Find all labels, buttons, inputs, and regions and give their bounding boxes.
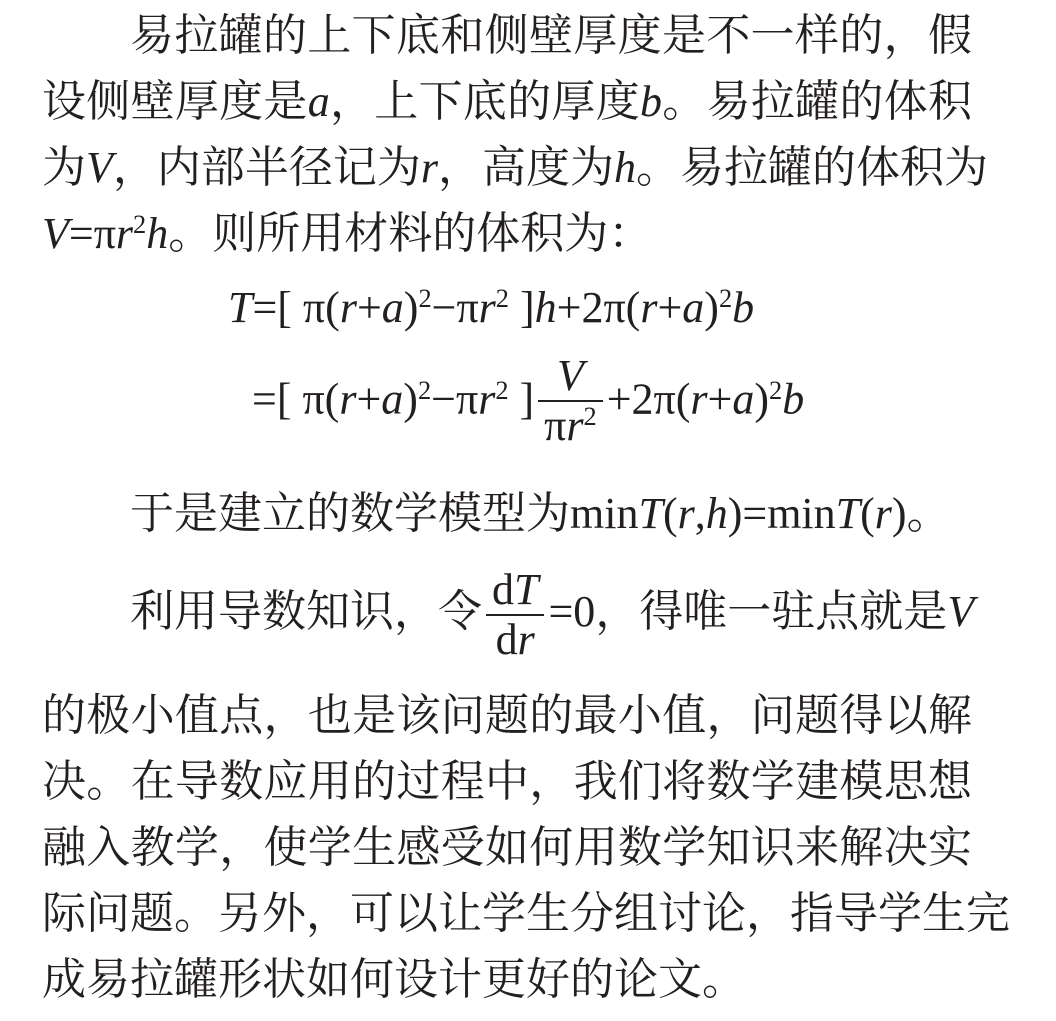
text: 融入教学，使学生感受如何用数学知识来解决实 <box>42 822 972 873</box>
text: 的极小值点，也是该问题的最小值，问题得以解 <box>42 690 972 741</box>
var-r: r <box>339 374 357 424</box>
math-op: ) <box>704 283 719 332</box>
para1-line2 <box>42 76 972 128</box>
math-op: =π <box>68 209 116 258</box>
var-T: T <box>228 283 253 332</box>
var-r: r <box>478 283 496 332</box>
var-a: a <box>307 77 330 126</box>
text: 成易拉罐形状如何设计更好的论文。 <box>42 954 746 1005</box>
var-r: r <box>420 143 439 192</box>
para4-line3 <box>42 822 972 874</box>
exponent: 2 <box>495 283 509 314</box>
formula-T-line2 <box>252 352 804 455</box>
exponent: 2 <box>583 401 597 432</box>
var-r: r <box>566 401 584 450</box>
exponent: 2 <box>495 375 509 406</box>
text: 。易拉罐的体积 <box>662 76 973 127</box>
math-op: , <box>694 489 706 538</box>
math-op: ( <box>860 489 875 538</box>
math-op: −π <box>431 283 479 332</box>
var-V: V <box>947 587 975 636</box>
para4-line5 <box>42 954 972 1006</box>
var-h: h <box>146 209 169 258</box>
var-a: a <box>732 374 755 424</box>
text: 。易拉罐的体积为 <box>636 142 989 193</box>
formula-T-line1 <box>228 282 754 339</box>
var-r: r <box>478 374 496 424</box>
para1-line3 <box>42 142 989 194</box>
fraction-denominator <box>486 616 544 664</box>
fraction-numerator: V <box>538 352 603 402</box>
exponent: 2 <box>718 283 733 314</box>
text: 于是建立的数学模型为 <box>130 488 570 539</box>
para3-derivative <box>130 560 1056 664</box>
text: 际问题。另外，可以让学生分组讨论，指导学生完 <box>42 888 1010 939</box>
math-op: ] <box>509 283 535 332</box>
math-op: ) <box>403 283 419 332</box>
var-b: b <box>782 374 805 424</box>
text: ，内部半径记为 <box>112 142 421 193</box>
text: 易拉罐的上下底和侧壁厚度是不一样的，假 <box>130 10 972 61</box>
var-r: r <box>874 489 892 538</box>
var-h: h <box>705 489 728 538</box>
var-b: b <box>640 77 663 126</box>
text: 设侧壁厚度是 <box>42 76 308 127</box>
math-op: d <box>495 614 518 664</box>
math-op: π <box>544 401 567 450</box>
var-V: V <box>42 209 69 258</box>
text: 。 <box>906 488 951 539</box>
var-a: a <box>381 374 404 424</box>
math-op: )= <box>727 489 768 538</box>
text: 为 <box>42 142 86 193</box>
math-op: +2π( <box>606 374 691 424</box>
math-op: min <box>767 489 836 538</box>
exponent: 2 <box>417 375 432 406</box>
text: ，上下底的厚度 <box>329 76 641 127</box>
var-a: a <box>381 283 404 332</box>
fraction-numerator <box>486 566 544 616</box>
fraction-dT-dr <box>486 566 544 664</box>
text: ，高度为 <box>438 142 615 193</box>
text: ，得唯一驻点就是 <box>595 586 948 637</box>
fraction-denominator <box>538 402 603 455</box>
var-V: V <box>86 143 113 192</box>
math-op: ) <box>754 374 770 424</box>
math-op: + <box>707 374 733 424</box>
para4-line1 <box>42 690 972 742</box>
math-op: =0 <box>548 587 596 636</box>
text: 。则所用材料的体积为： <box>168 208 653 259</box>
var-r: r <box>115 209 134 258</box>
var-r: r <box>339 283 357 332</box>
var-r: r <box>677 489 695 538</box>
var-a: a <box>682 283 705 332</box>
var-r: r <box>690 374 708 424</box>
math-op: min <box>570 489 639 538</box>
math-op: =[ π( <box>252 283 340 332</box>
exponent: 2 <box>418 283 432 314</box>
math-op: + <box>356 283 382 332</box>
exponent: 2 <box>769 375 783 406</box>
para1-line1 <box>130 10 972 62</box>
var-T: T <box>514 564 539 614</box>
var-h: h <box>614 143 637 192</box>
text: 利用导数知识，令 <box>130 586 482 637</box>
para4-line2 <box>42 756 972 808</box>
math-op: d <box>492 564 514 614</box>
math-op: −π <box>431 374 479 424</box>
var-r: r <box>640 283 658 332</box>
math-op: ( <box>662 489 678 538</box>
math-op: + <box>657 283 683 332</box>
var-b: b <box>732 283 755 332</box>
math-op: ] <box>508 374 535 424</box>
text: 决。在导数应用的过程中，我们将数学建模思想 <box>42 756 972 807</box>
math-op: ) <box>891 489 907 538</box>
fraction-V-over-pi-r2 <box>538 352 603 455</box>
var-T: T <box>638 489 663 538</box>
para2-model <box>130 488 1056 540</box>
math-op: + <box>356 374 382 424</box>
var-r: r <box>517 614 535 664</box>
var-T: T <box>835 489 861 538</box>
math-op: =[ π( <box>252 374 340 424</box>
var-h: h <box>534 283 557 332</box>
math-op: +2π( <box>556 283 641 332</box>
exponent: 2 <box>133 209 147 240</box>
para4-line4 <box>42 888 1010 940</box>
para1-line4 <box>42 208 972 265</box>
math-op: ) <box>403 374 418 424</box>
